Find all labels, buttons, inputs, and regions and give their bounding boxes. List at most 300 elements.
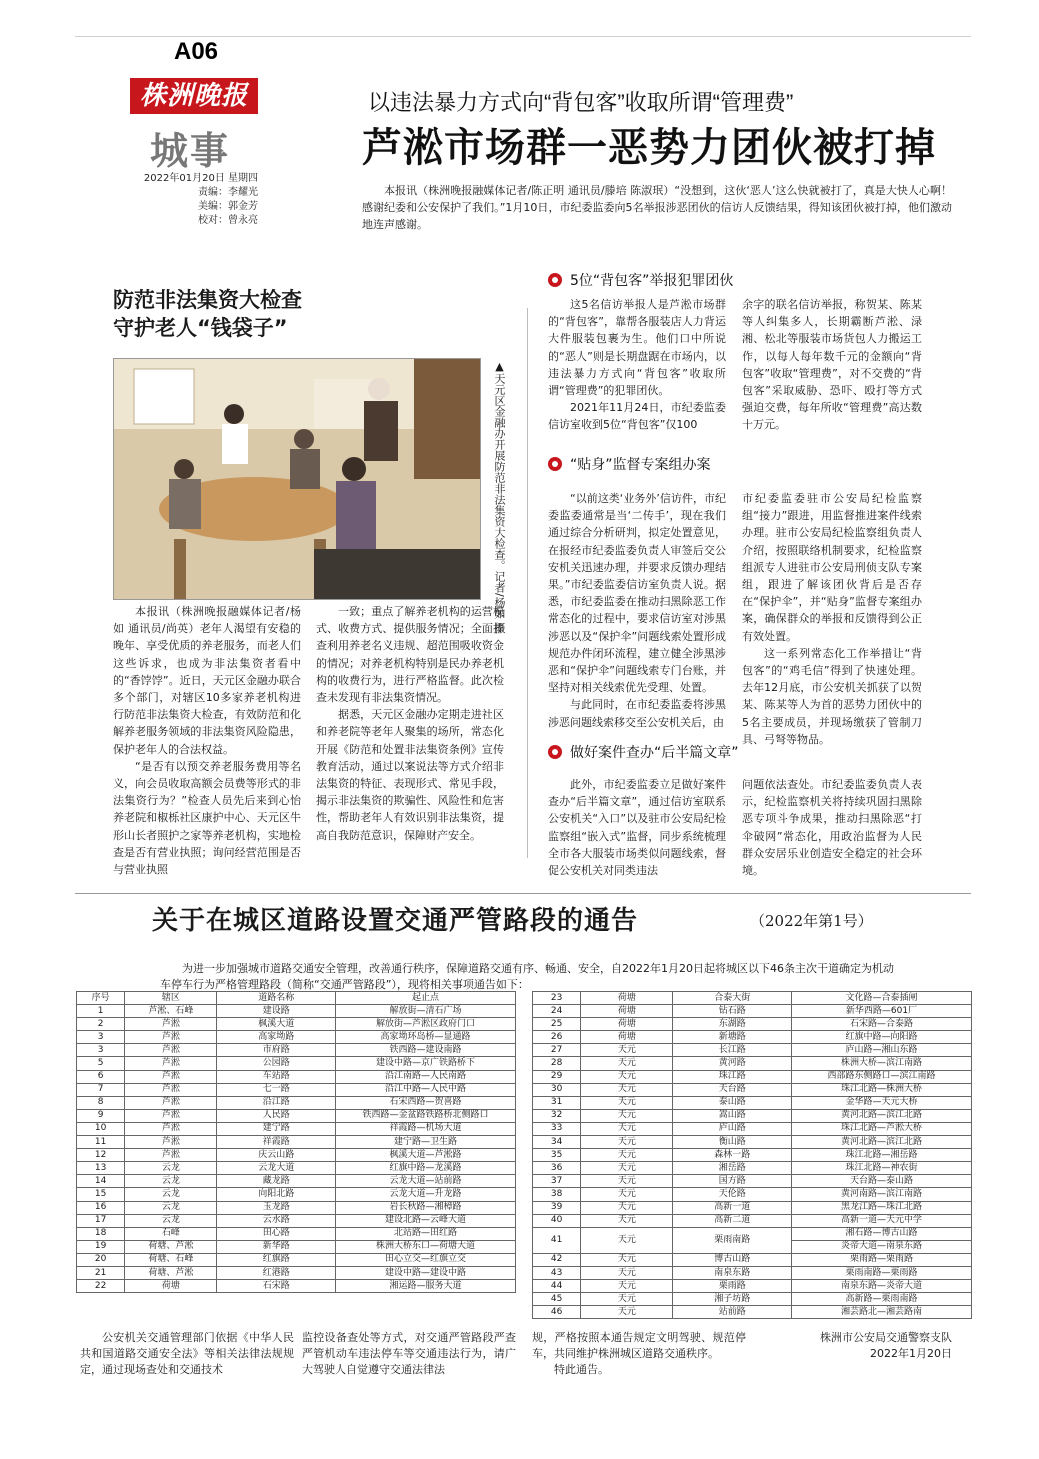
notice-number: （2022年第1号） (750, 912, 873, 930)
cell-road: 新华路 (217, 1240, 336, 1253)
cell-road: 珠江路 (673, 1070, 792, 1083)
paragraph: 公安机关交通管理部门依据《中华人民共和国道路交通安全法》等相关法律法规规定，通过现场查处和交通技术 (80, 1331, 294, 1376)
cell-district: 石峰 (125, 1227, 217, 1240)
table-row (77, 1214, 516, 1227)
cell-district: 芦淞 (125, 1149, 217, 1162)
left-story-col1 (113, 603, 301, 878)
cell-district: 天元 (581, 1214, 673, 1227)
paragraph: 据悉，天元区金融办定期走进社区和养老院等老年人聚集的场所，常态化开展《防范和处置非法集资条例》宣传教育活动，通过以案说法等方式介绍非法集资的特征、表现形式、常见手段，揭示非法集资的欺骗性、风险性和危害性，帮助老年人有效识别非法集资，提高自我防范意识，保障财产安全。 (316, 708, 504, 842)
paragraph: 余字的联名信访举报，称贺某、陈某等人纠集多人，长期霸断芦淞、渌湘、松北等服装市场货包人力搬运工作，以每人每年数千元的金额向“背包客”收取“管理费”，对不交费的“背包客”采取威胁、恐吓、殴打等方式强迫交费，每年所收“管理费”高达数十万元。 (742, 298, 922, 432)
cell-no: 23 (533, 992, 581, 1005)
cell-no: 36 (533, 1162, 581, 1175)
cell-road: 沿江路 (217, 1096, 336, 1109)
cell-road: 庆云山路 (217, 1149, 336, 1162)
cell-no: 15 (77, 1188, 125, 1201)
table-row (77, 1044, 516, 1057)
cell-road: 市府路 (217, 1044, 336, 1057)
col-header-road: 道路名称 (217, 992, 336, 1005)
cell-district: 天元 (581, 1280, 673, 1293)
cell-range: 北站路—田红路 (335, 1227, 515, 1240)
subsection-title: 做好案件查办“后半篇文章” (570, 745, 739, 761)
cell-range: 湘芸路北—湘芸路南 (791, 1306, 971, 1319)
cell-range: 沿江南路—人民南路 (335, 1070, 515, 1083)
cell-no: 41 (533, 1227, 581, 1253)
paragraph: 问题依法查处。市纪委监委负责人表示，纪检监察机关将持续巩固扫黑除恶专项斗争成果，推动扫黑除恶“打伞破网”常态化，用政治监督为人民群众安居乐业创造安全稳定的社会环境。 (742, 778, 922, 878)
table-header-row (77, 992, 516, 1005)
notice-date: 2022年1月20日 (870, 1347, 952, 1360)
cell-range: 石宋路—合泰路 (791, 1018, 971, 1031)
cell-range: 珠江北路—株洲大桥 (791, 1083, 971, 1096)
cell-road: 藏龙路 (217, 1175, 336, 1188)
table-row (533, 1005, 972, 1018)
table-row (77, 1149, 516, 1162)
left-title-line2: 守护老人“钱袋子” (113, 316, 288, 340)
cell-district: 天元 (581, 1083, 673, 1096)
cell-range: 沿江中路—人民中路 (335, 1083, 515, 1096)
edition-meta (130, 172, 258, 228)
cell-district: 芦淞 (125, 1096, 217, 1109)
cell-range: 田心立交—红旗立交 (335, 1253, 515, 1266)
notice-signature (752, 1330, 952, 1362)
cell-road: 东湖路 (673, 1018, 792, 1031)
cell-road: 嵩山路 (673, 1109, 792, 1122)
cell-road: 合泰大街 (673, 992, 792, 1005)
cell-road: 红港路 (217, 1266, 336, 1279)
table-row (533, 992, 972, 1005)
cell-range: 铁西路—金盆路铁路桥北侧路口 (335, 1109, 515, 1122)
table-row (533, 1057, 972, 1070)
cell-range: 株洲大桥—滨江南路 (791, 1057, 971, 1070)
credit-editor: 责编：李耀光 (198, 187, 258, 198)
cell-no: 26 (533, 1031, 581, 1044)
cell-district: 天元 (581, 1266, 673, 1279)
cell-range: 建宁路—卫生路 (335, 1136, 515, 1149)
cell-range: 红旗中路—龙溪路 (335, 1162, 515, 1175)
cell-district: 天元 (581, 1057, 673, 1070)
cell-district: 芦淞 (125, 1044, 217, 1057)
cell-no: 16 (77, 1201, 125, 1214)
cell-range: 珠江北路—神农街 (791, 1162, 971, 1175)
cell-road: 石宋路 (217, 1280, 336, 1293)
paragraph: “以前这类‘业务外’信访件，市纪委监委通常是当‘二传手’，现在我们通过综合分析研判，拟定处置意见，在报经市纪委监委负责人审签后交公安机关迅速办理，并要求反馈办理结果。”市纪委监委信访室负责人说。据悉，市纪委监委在推动扫黑除恶工作常态化的过程中，要求信访室对涉黑涉恶以及“保护伞”问题线索处置形成规范办件闭环流程，建立健全涉黑涉恶和“保护伞”问题线索专门台账，并坚持对相关线索优先受理、处置。 (548, 492, 726, 695)
cell-range: 黄河北路—滨江北路 (791, 1109, 971, 1122)
cell-range: 南泉东路—炎帝大道 (791, 1280, 971, 1293)
cell-road: 长江路 (673, 1044, 792, 1057)
table-row (77, 1057, 516, 1070)
table-row (77, 1083, 516, 1096)
main-headline: 芦淞市场群一恶势力团伙被打掉 (362, 126, 936, 170)
cell-no: 31 (533, 1096, 581, 1109)
cell-district: 荷塘 (581, 1018, 673, 1031)
cell-range: 栗雨路—栗雨路 (791, 1253, 971, 1266)
table-row (77, 1162, 516, 1175)
cell-road: 田心路 (217, 1227, 336, 1240)
subsection-title: 5位“背包客”举报犯罪团伙 (570, 273, 734, 289)
cell-district: 云龙 (125, 1162, 217, 1175)
cell-road: 高新一道 (673, 1201, 792, 1214)
bullet-icon (548, 745, 562, 759)
cell-district: 荷塘 (581, 1031, 673, 1044)
cell-district: 芦淞 (125, 1122, 217, 1135)
table-row (77, 1266, 516, 1279)
cell-range: 建设中路—建设中路 (335, 1266, 515, 1279)
cell-road: 钻石路 (673, 1005, 792, 1018)
paragraph: 市纪委监委驻市公安局纪检监察组“接力”跟进，用监督推进案件线索办理。驻市公安局纪检监察组负责人介绍，按照联络机制要求，纪检监察组派专人进驻市公安局刑侦支队专案组，跟进了解该团伙背后是否存在“保护伞”，并“贴身”监督专案组办案，确保群众的举报和反馈得到公正有效处置。 (742, 492, 922, 643)
roads-table-left (76, 991, 516, 1293)
cell-range: 珠江北路—湘岳路 (791, 1149, 971, 1162)
table-row (533, 1083, 972, 1096)
table-row (533, 1070, 972, 1083)
cell-road: 公园路 (217, 1057, 336, 1070)
table-row (77, 1018, 516, 1031)
paragraph: 2021年11月24日，市纪委监委信访室收到5位“背包客”仅100 (548, 401, 726, 432)
table-row (533, 1044, 972, 1057)
top-rule (75, 36, 971, 37)
cell-no: 40 (533, 1214, 581, 1227)
cell-district: 芦淞 (125, 1109, 217, 1122)
cell-no: 37 (533, 1175, 581, 1188)
credit-designer: 美编：郭金芳 (198, 201, 258, 212)
cell-district: 天元 (581, 1109, 673, 1122)
cell-no: 3 (77, 1044, 125, 1057)
subsection-heading-2 (548, 454, 711, 474)
cell-district: 天元 (581, 1096, 673, 1109)
col-header-no: 序号 (77, 992, 125, 1005)
bullet-icon (548, 273, 562, 287)
subsection-title: “贴身”监督专案组办案 (570, 457, 711, 473)
cell-range: 湘运路—服务大道 (335, 1280, 515, 1293)
cell-district: 云龙 (125, 1175, 217, 1188)
cell-no: 6 (77, 1070, 125, 1083)
table-row (533, 1293, 972, 1306)
cell-no: 18 (77, 1227, 125, 1240)
table-row (533, 1214, 972, 1227)
cell-range: 黄河南路—滨江南路 (791, 1188, 971, 1201)
table-row (77, 1280, 516, 1293)
paragraph: “是否有以预交养老服务费用等名义，向会员收取高额会员费等形式的非法集资行为？”检查人员先后来到心怡养老院和椒栎社区康护中心、天元区牛形山长者照护之家等养老机构，实地检查是否有营业执照；询问经营范围是否与营业执照 (113, 759, 301, 877)
table-row (77, 1005, 516, 1018)
cell-road: 天台路 (673, 1083, 792, 1096)
cell-range: 珠江北路—芦淞大桥 (791, 1122, 971, 1135)
cell-no: 13 (77, 1162, 125, 1175)
cell-road: 车站路 (217, 1070, 336, 1083)
cell-district: 天元 (581, 1293, 673, 1306)
section1-col2 (742, 296, 922, 434)
cell-no: 9 (77, 1109, 125, 1122)
table-row (533, 1136, 972, 1149)
cell-range: 文化路—合泰插闸 (791, 992, 971, 1005)
cell-no: 27 (533, 1044, 581, 1057)
table-row (533, 1149, 972, 1162)
paragraph: 规，严格按照本通告规定文明驾驶、规范停车，共同维护株洲城区道路交通秩序。 (532, 1331, 746, 1360)
cell-district: 天元 (581, 1188, 673, 1201)
cell-district: 芦淞、石峰 (125, 1005, 217, 1018)
section-name: 城事 (150, 128, 231, 173)
table-row (533, 1266, 972, 1279)
paragraph: 与此同时，在市纪委监委将涉黑涉恶问题线索移交至公安机关后，由 (548, 698, 726, 729)
notice-intro: 为进一步加强城市道路交通安全管理，改善通行秩序，保障道路交通有序、畅通、安全，自2022年1月20日起将城区以下46条主次干道确定为机动车停车行为严格管理路段（简称“交通严管路段”），现将相关事项通告如下： (160, 962, 894, 991)
cell-range: 云龙大道—升龙路 (335, 1188, 515, 1201)
cell-road: 泰山路 (673, 1096, 792, 1109)
cell-no: 44 (533, 1280, 581, 1293)
cell-no: 46 (533, 1306, 581, 1319)
cell-district: 天元 (581, 1149, 673, 1162)
cell-range: 铁西路—建设南路 (335, 1044, 515, 1057)
section2-col1 (548, 490, 726, 731)
cell-no: 28 (533, 1057, 581, 1070)
cell-range: 新华西路—601厂 (791, 1005, 971, 1018)
paragraph: 监控设备查处等方式，对交通严管路段严查严管机动车违法停车等交通违法行为，请广大驾驶人自觉遵守交通法律法 (302, 1331, 516, 1376)
credit-proofreader: 校对：曾永亮 (198, 215, 258, 226)
cell-road: 南泉东路 (673, 1266, 792, 1279)
table-row (77, 1188, 516, 1201)
cell-road: 高家坳路 (217, 1031, 336, 1044)
cell-road: 红旗路 (217, 1253, 336, 1266)
table-row (533, 1162, 972, 1175)
cell-no: 11 (77, 1136, 125, 1149)
cell-district: 芦淞 (125, 1057, 217, 1070)
cell-no: 1 (77, 1005, 125, 1018)
cell-no: 21 (77, 1266, 125, 1279)
table-row (533, 1227, 972, 1240)
cell-range: 金华路—天元大桥 (791, 1096, 971, 1109)
cell-district: 荷塘 (581, 1005, 673, 1018)
cell-range: 祥霞路—机场大道 (335, 1122, 515, 1135)
cell-district: 天元 (581, 1044, 673, 1057)
cell-range: 建设北路—云峰大道 (335, 1214, 515, 1227)
cell-district: 天元 (581, 1136, 673, 1149)
cell-road: 国方路 (673, 1175, 792, 1188)
cell-range: 岩长秋路—湘樟路 (335, 1201, 515, 1214)
cell-range: 建设中路—京广铁路桥下 (335, 1057, 515, 1070)
main-subhead: 以违法暴力方式向“背包客”收取所谓“管理费” (368, 90, 794, 115)
cell-district: 荷塘、芦淞 (125, 1240, 217, 1253)
section2-col2 (742, 490, 922, 748)
cell-range: 黄河北路—滨江北路 (791, 1136, 971, 1149)
cell-district: 天元 (581, 1227, 673, 1253)
cell-no: 25 (533, 1018, 581, 1031)
table-row (533, 1306, 972, 1319)
cell-range: 高家坳环岛桥—显通路 (335, 1031, 515, 1044)
cell-district: 天元 (581, 1201, 673, 1214)
cell-no: 33 (533, 1122, 581, 1135)
cell-range: 黑龙江路—珠江北路 (791, 1201, 971, 1214)
cell-road: 人民路 (217, 1109, 336, 1122)
cell-no: 35 (533, 1149, 581, 1162)
cell-road: 玉龙路 (217, 1201, 336, 1214)
cell-range: 云龙大道—站前路 (335, 1175, 515, 1188)
column-divider (527, 308, 528, 858)
cell-road: 湘岳路 (673, 1162, 792, 1175)
table-row (533, 1018, 972, 1031)
cell-no: 24 (533, 1005, 581, 1018)
cell-district: 荷塘 (581, 992, 673, 1005)
paragraph: 本报讯（株洲晚报融媒体记者/杨如 通讯员/尚英）老年人渴望有安稳的晚年、享受优质的养老服务，而老人们这些诉求，也成为非法集资者看中的“香饽饽”。近日，天元区金融办联合多个部门，对辖区10多家养老机构进行防范非法集资大检查，有效防范和化解养老服务领域的非法集资风险隐患，保护老年人的合法权益。 (113, 605, 301, 756)
table-row (77, 1201, 516, 1214)
cell-district: 天元 (581, 1306, 673, 1319)
cell-no: 34 (533, 1136, 581, 1149)
cell-road: 栗雨南路 (673, 1227, 792, 1253)
table-row (533, 1096, 972, 1109)
table-row (533, 1280, 972, 1293)
cell-no: 5 (77, 1057, 125, 1070)
cell-no: 3 (77, 1031, 125, 1044)
cell-district: 芦淞 (125, 1018, 217, 1031)
cell-road: 衡山路 (673, 1136, 792, 1149)
cell-range: 红旗中路—向阳路 (791, 1031, 971, 1044)
cell-range: 石宋西路—贺喜路 (335, 1096, 515, 1109)
cell-road: 向阳北路 (217, 1188, 336, 1201)
cell-no: 12 (77, 1149, 125, 1162)
cell-no: 45 (533, 1293, 581, 1306)
cell-road: 七一路 (217, 1083, 336, 1096)
cell-road: 建宁路 (217, 1122, 336, 1135)
paragraph: 此外，市纪委监委立足做好案件查办“后半篇文章”，通过信访室联系公安机关“入口”以及驻市公安局纪检监察组“嵌入式”监督，同步系统梳理全市各大服装市场类似问题线索，督促公安机关对同类违法 (548, 778, 726, 878)
cell-road: 湘子坊路 (673, 1293, 792, 1306)
cell-no: 39 (533, 1201, 581, 1214)
cell-district: 云龙 (125, 1201, 217, 1214)
left-title-line1: 防范非法集资大检查 (113, 288, 302, 312)
table-row (533, 1253, 972, 1266)
cell-no: 10 (77, 1122, 125, 1135)
roads-table-right (532, 991, 972, 1319)
main-lead: 本报讯（株洲晚报融媒体记者/陈正明 通讯员/滕培 陈淑珉）“没想到，这伙‘恶人’这么快就被打了，真是大快人心啊！感谢纪委和公安保护了我们。”1月10日，市纪委监委向5名举报涉恶团伙的信访人反馈结果，得知该团伙被打掉，他们激动地连声感谢。 (362, 184, 952, 232)
page-number: A06 (174, 38, 219, 65)
cell-range: 解放街—清石广场 (335, 1005, 515, 1018)
table-row (77, 1109, 516, 1122)
photo-caption: ▲天元区金融办开展防范非法集资大检查。记者/杨如 摄 (493, 360, 506, 634)
cell-district: 云龙 (125, 1214, 217, 1227)
cell-no: 29 (533, 1070, 581, 1083)
table-row (77, 1122, 516, 1135)
notice-footer-col3 (532, 1330, 746, 1378)
cell-no: 20 (77, 1253, 125, 1266)
col-header-district: 辖区 (125, 992, 217, 1005)
cell-no: 30 (533, 1083, 581, 1096)
paragraph: 这5名信访举报人是芦淞市场群的“背包客”，靠帮各服装店人力背运大件服装包裹为生。他们口中所说的“恶人”则是长期盘踞在市场内，以违法暴力方式向“背包客”收取所谓“管理费”的犯罪团伙。 (548, 298, 726, 398)
nursing-home-photo (114, 359, 480, 599)
cell-district: 天元 (581, 1070, 673, 1083)
cell-district: 芦淞 (125, 1031, 217, 1044)
table-row (77, 1240, 516, 1253)
cell-range: 炎帝大道—南泉东路 (791, 1240, 971, 1253)
cell-range: 湘石路—博古山路 (791, 1227, 971, 1240)
cell-district: 天元 (581, 1175, 673, 1188)
cell-no: 19 (77, 1240, 125, 1253)
paragraph: 特此通告。 (554, 1363, 609, 1376)
cell-road: 黄河路 (673, 1057, 792, 1070)
left-story-title (113, 286, 302, 342)
cell-range: 高新路—栗雨南路 (791, 1293, 971, 1306)
cell-district: 荷塘、石峰 (125, 1253, 217, 1266)
cell-road: 栗雨路 (673, 1280, 792, 1293)
cell-district: 荷塘、芦淞 (125, 1266, 217, 1279)
cell-district: 云龙 (125, 1188, 217, 1201)
cell-no: 43 (533, 1266, 581, 1279)
cell-range: 解放街—芦淞区政府门口 (335, 1018, 515, 1031)
cell-range: 天台路—泰山路 (791, 1175, 971, 1188)
cell-road: 森林一路 (673, 1149, 792, 1162)
paragraph: 这一系列常态化工作举措让“背包客”的“鸡毛信”得到了快速处理。去年12月底，市公安机关抓获了以贺某、陈某等人为首的恶势力团伙中的5名主要成员，并现场缴获了管制刀具、弓弩等物品。 (742, 646, 922, 746)
table-row (77, 1096, 516, 1109)
cell-range: 庐山路—湘山东路 (791, 1044, 971, 1057)
cell-range: 栗雨南路—栗雨路 (791, 1266, 971, 1279)
news-photo (113, 358, 481, 600)
cell-no: 38 (533, 1188, 581, 1201)
cell-district: 荷塘 (125, 1280, 217, 1293)
cell-no: 32 (533, 1109, 581, 1122)
cell-road: 庐山路 (673, 1122, 792, 1135)
table-row (533, 1175, 972, 1188)
cell-district: 芦淞 (125, 1083, 217, 1096)
notice-footer-col1 (80, 1330, 294, 1378)
cell-range: 枫溪大道—芦淞路 (335, 1149, 515, 1162)
col-header-range: 起止点 (335, 992, 515, 1005)
cell-district: 天元 (581, 1122, 673, 1135)
section1-col1 (548, 296, 726, 434)
cell-district: 芦淞 (125, 1070, 217, 1083)
table-row (533, 1188, 972, 1201)
table-row (533, 1109, 972, 1122)
cell-no: 22 (77, 1280, 125, 1293)
cell-road: 祥霞路 (217, 1136, 336, 1149)
edition-date: 2022年01月20日 星期四 (143, 173, 258, 184)
table-row (533, 1201, 972, 1214)
notice-issuer: 株洲市公安局交通警察支队 (820, 1331, 952, 1344)
notice-divider (75, 893, 971, 894)
cell-road: 新塘路 (673, 1031, 792, 1044)
cell-road: 高新二道 (673, 1214, 792, 1227)
section3-col1 (548, 776, 726, 879)
cell-road: 枫溪大道 (217, 1018, 336, 1031)
cell-road: 云水路 (217, 1214, 336, 1227)
subsection-heading-1 (548, 270, 733, 290)
cell-road: 站前路 (673, 1306, 792, 1319)
cell-no: 14 (77, 1175, 125, 1188)
cell-road: 博古山路 (673, 1253, 792, 1266)
section3-col2 (742, 776, 922, 879)
notice-footer-col2 (302, 1330, 516, 1378)
cell-no: 17 (77, 1214, 125, 1227)
left-story-col2 (316, 603, 504, 844)
table-row (533, 1031, 972, 1044)
cell-district: 芦淞 (125, 1136, 217, 1149)
cell-no: 7 (77, 1083, 125, 1096)
notice-title: 关于在城区道路设置交通严管路段的通告 (152, 905, 639, 935)
table-row (77, 1031, 516, 1044)
newspaper-logo: 株洲晚报 (130, 78, 258, 114)
table-row (77, 1070, 516, 1083)
cell-range: 株洲大桥东口—荷塘大道 (335, 1240, 515, 1253)
table-row (77, 1175, 516, 1188)
table-row (77, 1253, 516, 1266)
cell-road: 天伦路 (673, 1188, 792, 1201)
cell-district: 天元 (581, 1162, 673, 1175)
subsection-heading-3 (548, 742, 739, 762)
cell-no: 2 (77, 1018, 125, 1031)
cell-district: 天元 (581, 1253, 673, 1266)
cell-range: 高新一道—天元中学 (791, 1214, 971, 1227)
table-row (77, 1136, 516, 1149)
cell-road: 建设路 (217, 1005, 336, 1018)
cell-no: 8 (77, 1096, 125, 1109)
bullet-icon (548, 457, 562, 471)
table-row (77, 1227, 516, 1240)
table-row (533, 1122, 972, 1135)
cell-road: 云龙大道 (217, 1162, 336, 1175)
cell-range: 西部路东侧路口—滨江南路 (791, 1070, 971, 1083)
paragraph: 一致；重点了解养老机构的运营模式、收费方式、提供服务情况；全面排查利用养老名义违规、超范围吸收资金的情况；对养老机构特别是民办养老机构的收费行为，进行严格监督。此次检查未发现有非法集资情况。 (316, 605, 504, 705)
